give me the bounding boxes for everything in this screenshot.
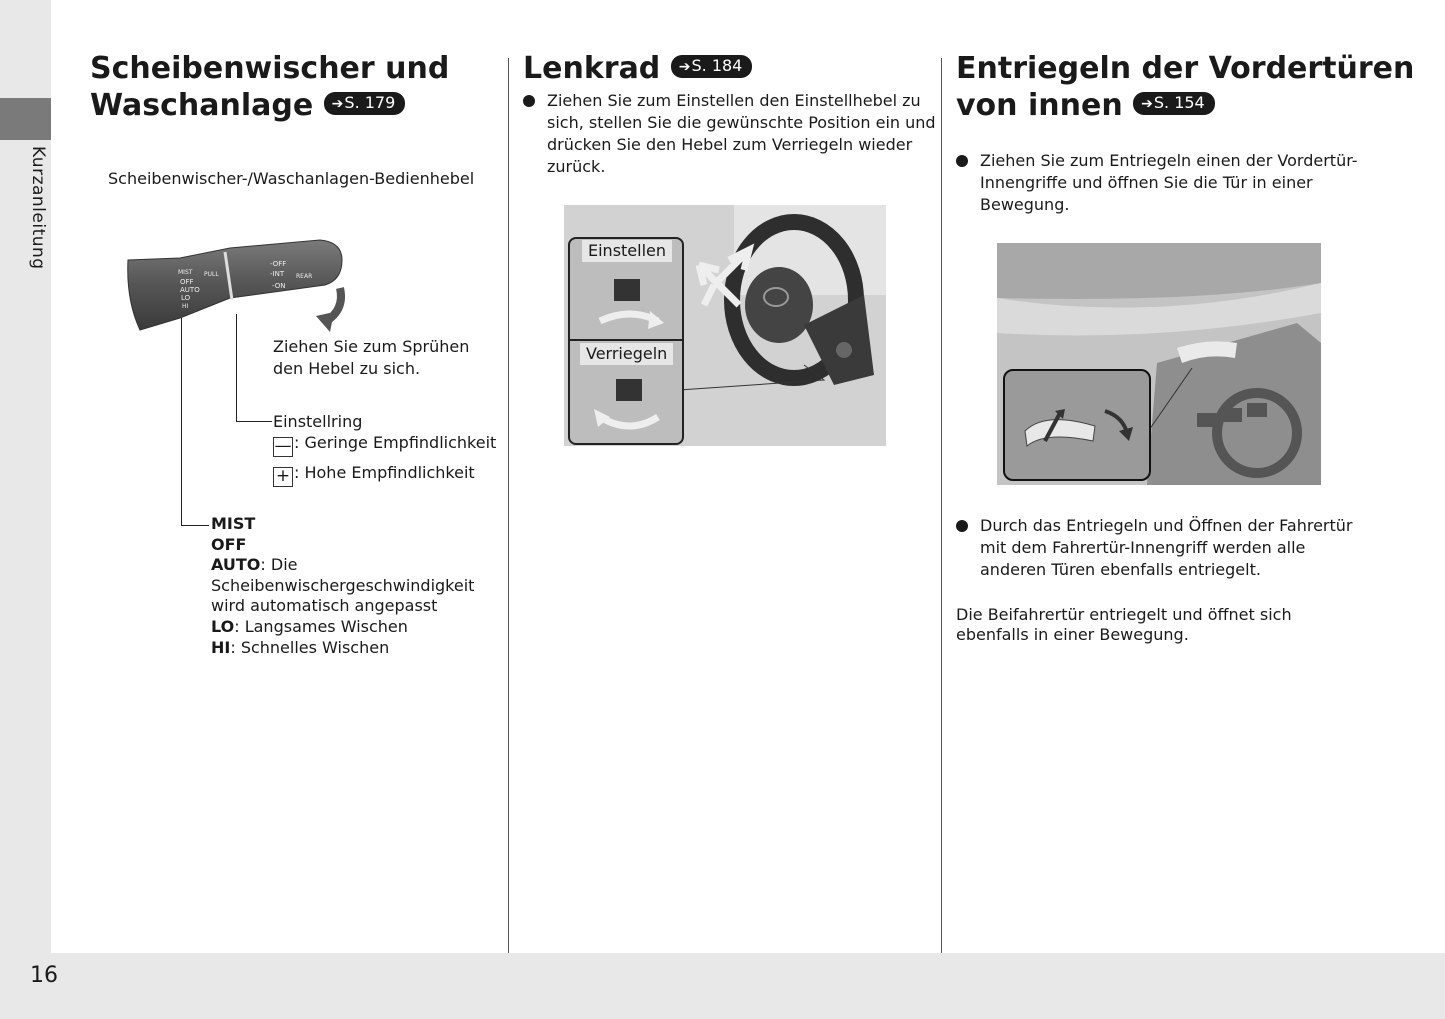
svg-text:AUTO: AUTO <box>180 286 200 294</box>
label-adjust: Einstellen <box>582 240 672 262</box>
arrow-right-icon: ➔ <box>678 59 691 75</box>
section-title-door-unlock: Entriegeln der Vordertüren von innen ➔S. 154 <box>956 51 1415 123</box>
handle-pull-arrows <box>1005 371 1149 479</box>
column-divider <box>941 58 942 953</box>
footer <box>0 953 1445 1019</box>
svg-text:-INT: -INT <box>270 270 285 278</box>
leader-line <box>181 525 209 526</box>
ring-plus: + : Hohe Empfindlichkeit <box>273 462 475 487</box>
svg-text:-OFF: -OFF <box>270 260 287 268</box>
svg-text:REAR: REAR <box>296 273 313 280</box>
steering-bullet: Ziehen Sie zum Einstellen den Einstellhebel zu sich, stellen Sie die gewünschte Position ein und drücken Sie den Hebel zum Verriegeln wieder zurück. <box>523 90 936 178</box>
wiper-modes-list: MIST OFF AUTO: Die Scheibenwischergeschwindigkeit wird automatisch angepasst LO: Langsames Wischen HI: Schnelles Wischen <box>211 514 475 657</box>
door-bullet-1: Ziehen Sie zum Entriegeln einen der Vordertür- Innengriffe und öffnen Sie die Tür in einer Bewegung. <box>956 150 1358 216</box>
door-bullet-2: Durch das Entriegeln und Öffnen der Fahrertür mit dem Fahrertür-Innengriff werden alle anderen Türen ebenfalls entriegelt. <box>956 515 1353 581</box>
steering-wheel-photo <box>564 205 886 446</box>
svg-text:PULL: PULL <box>204 271 219 278</box>
lever-motion-arrows <box>570 239 682 443</box>
lever-caption: Scheibenwischer-/Waschanlagen-Bedienhebel <box>108 169 475 188</box>
svg-text:LO: LO <box>181 294 191 302</box>
page-number: 16 <box>30 963 58 988</box>
sidebar-label: Kurzanleitung <box>28 146 48 270</box>
ring-title: Einstellring <box>273 412 363 431</box>
door-handle-photo <box>997 243 1321 485</box>
column-divider <box>508 58 509 953</box>
section-title-wipers: Scheibenwischer und Waschanlage ➔S. 179 <box>90 51 450 123</box>
svg-text:HI: HI <box>182 303 189 310</box>
page-reference-link[interactable]: ➔S. 184 <box>671 55 753 78</box>
section-title-steering: Lenkrad ➔S. 184 <box>523 50 752 87</box>
arrow-right-icon: ➔ <box>331 96 344 112</box>
leader-line <box>181 318 182 526</box>
sidebar <box>0 0 51 1019</box>
svg-text:OFF: OFF <box>180 278 194 286</box>
svg-text:MIST: MIST <box>178 269 193 276</box>
page-reference-link[interactable]: ➔S. 154 <box>1133 92 1215 115</box>
wiper-lever-illustration <box>120 230 360 340</box>
inset-panels <box>568 237 684 445</box>
leader-line <box>236 314 237 422</box>
svg-text:-ON: -ON <box>272 282 286 290</box>
sidebar-tab-marker <box>0 98 51 140</box>
leader-line <box>236 421 272 422</box>
label-lock: Verriegeln <box>580 343 673 365</box>
spray-note: Ziehen Sie zum Sprühen den Hebel zu sich. <box>273 337 470 378</box>
passenger-door-note: Die Beifahrertür entriegelt und öffnet sich ebenfalls in einer Bewegung. <box>956 605 1292 644</box>
plus-icon: + <box>273 467 293 487</box>
arrow-right-icon: ➔ <box>1141 96 1153 112</box>
ring-minus: — : Geringe Empfindlichkeit <box>274 433 497 456</box>
page-reference-link[interactable]: ➔S. 179 <box>324 92 406 115</box>
door-handle-inset <box>1003 369 1151 481</box>
minus-icon: — <box>274 436 292 456</box>
